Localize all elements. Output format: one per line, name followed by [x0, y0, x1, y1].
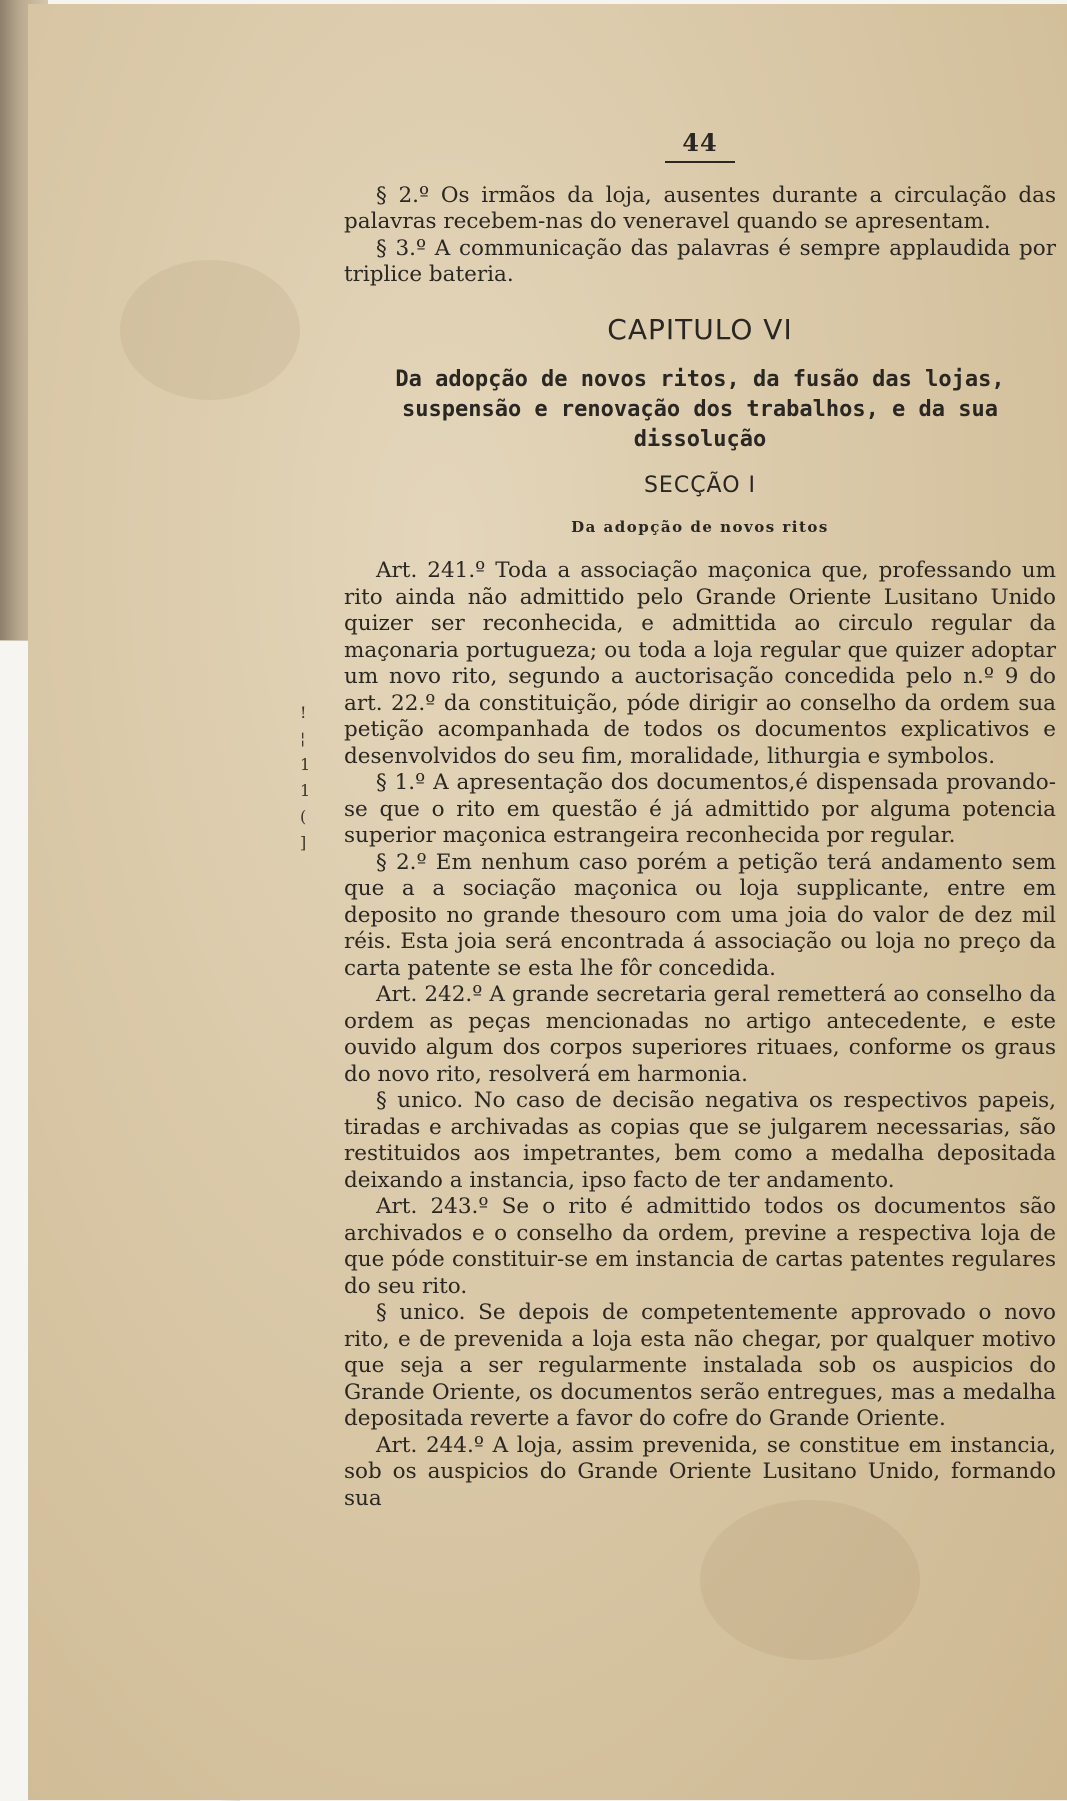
paragraph: Art. 243.º Se o rito é admittido todos os documentos são archivados e o conselho da ordem, previne a respectiva loja de que póde constituir-se em instancia de cartas patentes regulares do seu rito.: [344, 1194, 1056, 1299]
page-number-rule: [665, 161, 735, 163]
section-title: SECÇÃO I: [643, 473, 757, 498]
paragraph: § 2.º Os irmãos da loja, ausentes durante a circulação das palavras recebem-nas do veneravel quando se apresentam.: [344, 182, 1056, 234]
page-text: [344, 130, 1056, 1512]
section-subtitle: Da adopção de novos ritos: [571, 517, 829, 536]
paragraph: Art. 244.º A loja, assim prevenida, se constitue em instancia, sob os auspicios do Grande Oriente Lusitano Unido, formando sua: [344, 1432, 1056, 1511]
margin-mark: ]: [300, 833, 307, 852]
margin-marks: [300, 700, 320, 856]
paragraph: § unico. Se depois de competentemente approvado o novo rito, e de prevenida a loja esta não chegar, por qualquer motivo que seja a ser regularmente instalada sob os auspicios do Grande Oriente, os documentos serão entregues, mas a medalha depositada reverte a favor do cofre do Grande Oriente.: [344, 1300, 1056, 1431]
margin-mark: 1: [300, 781, 311, 800]
margin-mark: ¦: [300, 729, 306, 748]
margin-mark: 1: [300, 755, 311, 774]
paragraph: § 3.º A communicação das palavras é sempre applaudida por triplice bateria.: [344, 235, 1056, 287]
margin-mark: (: [300, 807, 307, 826]
chapter-subtitle-line1: Da adopção de novos ritos, da fusão das lojas,: [395, 367, 1005, 392]
paragraph: Art. 242.º A grande secretaria geral remetterá ao conselho da ordem as peças mencionadas no artigo antecedente, e este ouvido algum dos corpos superiores rituaes, conforme os graus do novo rito, resolverá em harmonia.: [344, 982, 1056, 1087]
paragraph: § 1.º A apresentação dos documentos,é dispensada provando-se que o rito em questão é já admittido por alguma potencia superior maçonica estrangeira reconhecida por regular.: [344, 770, 1056, 848]
paper-stain: [120, 260, 300, 400]
paper-stain: [700, 1500, 920, 1660]
paragraph: Art. 241.º Toda a associação maçonica que, professando um rito ainda não admittido pelo Grande Oriente Lusitano Unido quizer ser reconhecida, e admittida ao circulo regular da maçonaria portugueza; ou toda a loja regular que quizer adoptar um novo rito, segundo a auctorisação concedida pelo n.º 9 do art. 22.º da constituição, póde dirigir ao conselho da ordem sua petição acompanhada de todos os documentos explicativos e desenvolvidos do seu fim, moralidade, lithurgia e symbolos.: [344, 558, 1056, 769]
page-number: 44: [682, 128, 718, 157]
paragraph: § 2.º Em nenhum caso porém a petição terá andamento sem que a a sociação maçonica ou loja supplicante, entre em deposito no grande thesouro com uma joia do valor de dez mil réis. Esta joia será encontrada á associação ou loja no preço da carta patente se esta lhe fôr concedida.: [344, 849, 1056, 981]
chapter-subtitle-line2: suspensão e renovação dos trabalhos, e da sua dissolução: [401, 397, 999, 452]
paragraph: § unico. No caso de decisão negativa os respectivos papeis, tiradas e archivadas as copias que se julgarem necessarias, são restituidos aos impetrantes, bem como a medalha depositada deixando a instancia, ipso facto de ter andamento.: [344, 1088, 1056, 1193]
margin-mark: !: [300, 703, 307, 722]
chapter-title: CAPITULO VI: [607, 312, 793, 346]
